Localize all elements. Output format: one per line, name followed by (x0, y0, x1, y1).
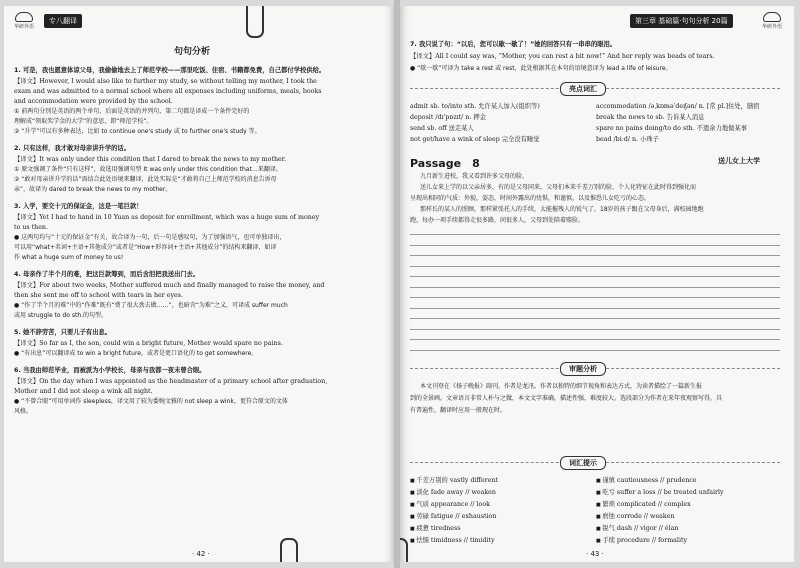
left-page (4, 6, 394, 562)
page-number: · 42 · (192, 550, 210, 558)
writing-line (410, 308, 780, 309)
writing-line (410, 266, 780, 267)
item-note: ● “不曾合眼”可用单词作 sleepless，译文用了较为委婉文雅的 not sleep a wink，更符合原文的文体 (14, 398, 288, 405)
item-translation: Mother and I did not sleep a wink all night. (14, 388, 153, 395)
analysis-line: 有普遍性，翻译时应用一般现在时。 (410, 407, 507, 414)
item-note: 或用 struggle to do sth.的句型。 (14, 312, 108, 319)
item-note: ② “敢对母亲讲升学的话”需结合此处语境来翻译，此处实际是“才敢将自己上师范学校的消息告诉母 (14, 176, 277, 183)
tip-entry: ■ 磨蚀 corrode // weaken (596, 512, 675, 522)
item-translation: 【译文】On the day when I was appointed as the headmaster of a primary school after graduation, (14, 378, 328, 385)
writing-line (410, 339, 780, 340)
tip-entry: ■ 气质 appearance // look (410, 500, 490, 510)
tip-entry: ■ 锐气 dash // vigor // élan (596, 524, 678, 534)
item-7-note: ● “歇一歇”可译为 take a rest 或 rest，此处根据其在本句的语境意译为 lead a life of leisure。 (410, 65, 672, 72)
item-question: 6. 当我由师范毕业，而被派为小学校长，母亲与我都一夜未曾合眼。 (14, 367, 206, 374)
analysis-label: 审题分析 (560, 362, 606, 376)
analysis-line: 本文刊登在《扬子晚报》副刊，作者是龙汛。作者以独特的细节视角和表达方式，为读者描绘了一篇新生报 (420, 383, 703, 390)
item-note: ② “升学”可以有多种表达，比如 to continue one's study 或 to further one's study 等。 (14, 128, 261, 135)
tip-entry: ■ 怯懦 timidness // timidity (410, 536, 495, 546)
writing-line (410, 234, 780, 235)
binder-clip-icon (400, 538, 408, 562)
tip-entry: ■ 劳碌 fatigue // exhaustion (410, 512, 496, 522)
item-note: ● “作了半个月的难”中的“作难”既有“费了很大劲去做……”，也暗含“为难”之义，可译成 suffer much (14, 302, 288, 309)
passage-title: 送儿女上大学 (718, 157, 760, 165)
item-translation: and accommodation were provided by the school. (14, 98, 173, 105)
tip-entry: ■ 手续 procedure // formality (596, 536, 687, 546)
item-question: 2. 只有这样，我才敢对母亲讲升学的话。 (14, 145, 131, 152)
publisher-logo: 华研外语 (758, 12, 786, 30)
item-translation: 【译文】It was only under this condition that I dared to break the news to my mother. (14, 156, 287, 163)
item-note: ① 原文强调了条件“只有这样”，故选用强调句型 It was only under this condition that…来翻译。 (14, 166, 282, 173)
page-number: · 43 · (586, 550, 604, 558)
item-note: 风格。 (14, 408, 33, 415)
cloud-icon (763, 12, 781, 22)
tip-entry: ■ 繁琐 complicated // complex (596, 500, 691, 510)
writing-line (410, 287, 780, 288)
item-translation: 【译文】Yet I had to hand in 10 Yuan as deposit for enrollment, which was a huge sum of money (14, 214, 320, 221)
tip-entry: ■ 淡化 fade away // weaken (410, 488, 496, 498)
item-note: 亲”，故译为 dared to break the news to my mother。 (14, 186, 172, 193)
item-translation: exam and was admitted to a normal school where all expenses including uniforms, meals, books (14, 88, 322, 95)
item-translation: then she sent me off to school with tears in her eyes. (14, 292, 183, 299)
item-note: ● 这两句均与“十元的保证金”有关，故合译为一句，后一句是感叹句，为了加强语气，也可单独译出， (14, 234, 286, 241)
vocab-entry: deposit /dɪˈpɒzɪt/ n. 押金 (410, 114, 486, 121)
item-question: 1. 可是，我也愿意体谅父母，我偷偷地去上了师范学校——那里吃饭、住宿、书籍都免费，自己都付学校供给。 (14, 67, 326, 74)
item-question: 5. 她不辞劳苦，只要儿子有出息。 (14, 329, 112, 336)
item-note: ● “有出息”可以翻译成 to win a bright future，或者是更口语化的 to get somewhere。 (14, 350, 258, 357)
vocab-entry: accommodation /əˌkɒməˈdeɪʃən/ n. [常 pl.]住处，膳宿 (596, 103, 760, 110)
passage-heading (410, 152, 480, 171)
item-translation: 【译文】So far as I, the son, could win a bright future, Mother would spare no pains. (14, 340, 283, 347)
vocab-entry: spare no pains doing/to do sth. 不遗余力地做某事 (596, 125, 748, 132)
passage-line: 那样长的某人的照顾，那样紧张托人的手续，太能摧残人的锐气了，18岁的孩子跟在父母身后，满校园地跑 (420, 206, 704, 213)
vocab-entry: not get/have a wink of sleep 完全没有睡觉 (410, 136, 540, 143)
passage-line: 呈现出相同的气质：外貌，姿态，时间外露出的忧惧，和谨慎，以及惟恐儿女吃亏的心态。 (410, 195, 651, 202)
tip-entry: ■ 吃亏 suffer a loss // be treated unfairly (596, 488, 724, 498)
binder-clip-icon (246, 6, 264, 38)
highlight-vocab-label: 亮点词汇 (560, 82, 606, 96)
vocab-entry: break the news to sb. 告诉某人消息 (596, 114, 705, 121)
item-7-translation: 【译文】All I could say was, “Mother, you can rest a bit now!” And her reply was beads of tears. (410, 53, 715, 60)
tip-entry: ■ 千差万别的 vastly different (410, 476, 498, 486)
writing-line (410, 329, 780, 330)
passage-line: 跑，每办一项手续都得走很多路，问很多人，父母到处陪着赔脸。 (410, 217, 585, 224)
right-page (400, 6, 794, 562)
binder-clip-icon (280, 538, 298, 562)
writing-line (410, 276, 780, 277)
chapter-tag: 第三章 基础篇·句句分析 20篇 (630, 14, 733, 28)
passage-number: 8 (472, 157, 480, 170)
item-question: 3. 入学，要交十元的保证金，这是一笔巨款！ (14, 203, 143, 210)
tip-entry: ■ 疲惫 tiredness (410, 524, 460, 534)
passage-line: 送儿女来上学的以父亲居多，有的是父母同来，父母们本来千差万别的脸，个人化特征在此时得到强化而 (420, 184, 697, 191)
writing-line (410, 350, 780, 351)
section-tag: 专八翻译 (44, 14, 82, 28)
writing-line (410, 318, 780, 319)
page-title: 句句分析 (174, 47, 211, 57)
writing-line (410, 245, 780, 246)
item-question: 4. 母亲作了半个月的难，把这巨款筹到，而后含泪把我送出门去。 (14, 271, 200, 278)
passage-word: Passage (410, 157, 462, 170)
item-translation: 【译文】However, I would also like to further my study, so without telling my mother, I took the (14, 78, 317, 85)
item-note: 可以用“what+名词+主语+其他成分”或者是“How+形容词+主语+其他成分”的结构来翻译，如译 (14, 244, 277, 251)
writing-line (410, 255, 780, 256)
item-translation: to us then. (14, 224, 48, 231)
vocab-entry: send sb. off 送走某人 (410, 125, 474, 132)
tip-entry: ■ 谨慎 cautiousness // prudence (596, 476, 697, 486)
passage-line: 九月新生进校，我又看到许多父母的脸。 (420, 173, 529, 180)
item-7-question: 7. 我只说了句：“以后，您可以歇一歇了！”她的回答只有一串串的眼泪。 (410, 41, 617, 48)
vocab-entry: admit sb. to/into sth. 允许某人加入(组织等) (410, 103, 540, 110)
cloud-icon (15, 12, 33, 22)
tips-label: 词汇提示 (560, 456, 606, 470)
item-translation: 【译文】For about two weeks, Mother suffered much and finally managed to raise the money, and (14, 282, 325, 289)
writing-line (410, 297, 780, 298)
item-note: 理解成“领取奖学金的大学”的意思，即“师范学校”。 (14, 118, 153, 125)
publisher-logo: 华研外语 (10, 12, 38, 30)
vocab-entry: bead /biːd/ n. 小珠子 (596, 136, 659, 143)
analysis-line: 到的全景画。文章语言非常人朴与之做，本文文字准确，描述性强，难度较大。选段部分为作者在来年夜观察写得，具 (410, 395, 723, 402)
item-note: ① 前两句分别是英语的两个单句，后面是英语的并列句，第二句都是译成一个条件完好的 (14, 108, 250, 115)
item-note: 作 what a huge sum of money to us! (14, 254, 124, 261)
